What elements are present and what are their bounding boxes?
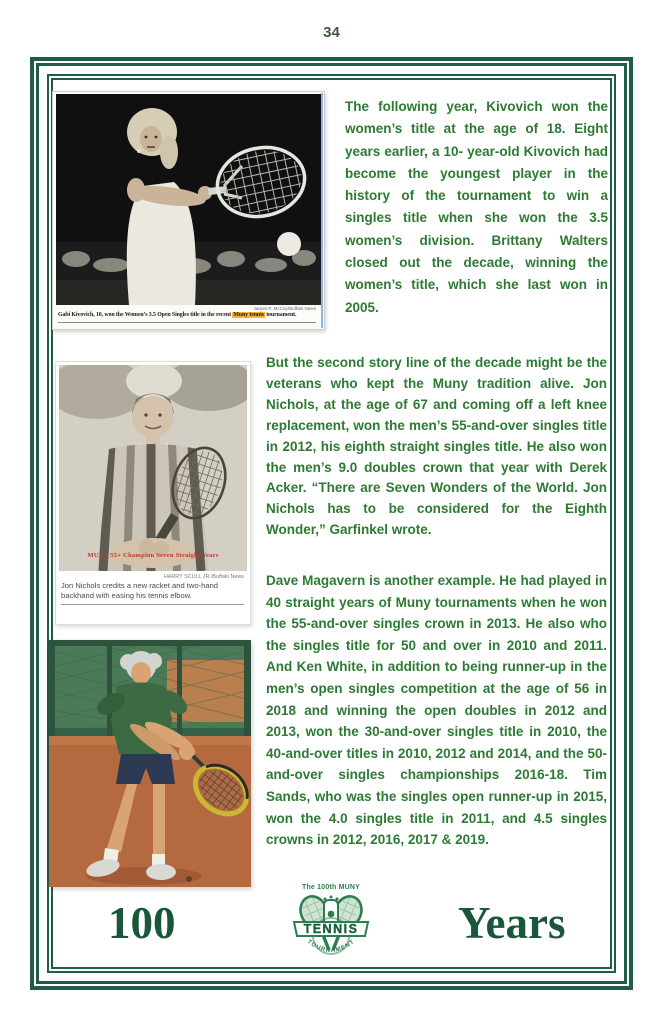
paragraph-kivovich: The following year, Kivovich won the women’s title at the age of 18. Eight years earlier, a 10- year-old Kivovich had become the youngest player in the history of the tournament to win a singles title when she won the 3.5 women’s division. Brittany Walters closed out the decade, winning the women’s title, which she last won in 2005.	[345, 99, 608, 315]
nichols-news-clipping	[55, 361, 251, 625]
photo1-caption	[58, 312, 316, 323]
backhand-photo-illustration	[49, 640, 251, 887]
paragraph-magavern-white-sands: Dave Magavern is another example. He had played in 40 straight years of Muny tournaments when he won the 55-and-over singles crown in 2013. He also who the singles title for 50 and over in 2010 and 2011. And Ken White, in addition to being runner-up in the men’s open singles competition at the age of 56 in 2018 and winning the open doubles in 2012 and 2013, won the 30-and-over singles title in 2010, the 40-and-over titles in 2010, 2012 and 2014, and the 50-and-over singles championships 2016-18. Tim Sands, who was the singles open runner-up in 2015, won the 4.0 singles title in 2011, and 4.5 singles crowns in 2012, 2016, 2017 & 2019.	[266, 573, 607, 848]
photo2-credit: HARRY SCULL JR./Buffalo News	[163, 574, 244, 580]
photo1-caption-tail: tournament.	[264, 312, 297, 318]
muny-tennis-logo	[289, 884, 373, 973]
kivovich-photo-illustration	[56, 94, 321, 305]
logo-banner-text: TENNIS	[303, 922, 359, 936]
photo2-caption: Jon Nichols credits a new racket and two-hand backhand with easing his tennis elbow.	[61, 581, 244, 605]
footer-years: Years	[458, 898, 566, 948]
logo-arc-text: TOURNAMENT	[305, 939, 357, 955]
kivovich-news-clipping	[52, 91, 325, 330]
footer-100: 100	[108, 898, 176, 948]
logo-top-text: The 100th MUNY	[301, 884, 361, 891]
backhand-action-photo	[49, 640, 251, 887]
tennis-logo-graphic	[291, 892, 371, 968]
photo2-red-overlay: MUNY 55+ Champion Seven Straight Years	[87, 552, 219, 559]
photo1-credit: James P. McCoy/Buffalo News	[253, 306, 316, 311]
photo1-caption-highlight: Muny tennis	[233, 312, 264, 318]
paragraph-nichols: But the second story line of the decade might be the veterans who kept the Muny tradition alive. Jon Nichols, at the age of 67 and coming off a left knee replacement, won the men’s 55-and-over singles title in 2012, his eighth straight singles title. He also won the men’s 9.0 doubles crown that year with Derek Acker. “There are Seven Wonders of the World. Jon Nichols has to be considered for the Eighth Wonder,” Garfinkel wrote.	[266, 355, 607, 538]
nichols-photo-illustration	[59, 365, 247, 571]
scan-edge-line	[321, 93, 323, 328]
page-number: 34	[323, 24, 340, 41]
photo1-caption-text: Gabi Kivovich, 10, won the Women’s 3.5 Open Singles title in the recent	[58, 312, 233, 318]
